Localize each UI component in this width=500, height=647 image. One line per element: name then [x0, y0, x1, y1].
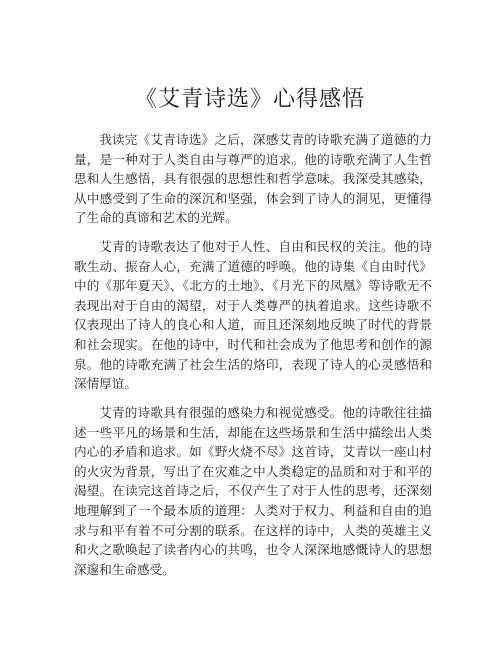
- document-title: 《艾青诗选》心得感悟: [134, 87, 365, 112]
- paragraph-1: 我读完《艾青诗选》之后，深感艾青的诗歌充满了道德的力量，是一种对于人类自由与尊严的追求。他的诗歌充满了人生哲思和人生感悟，具有很强的思想性和哲学意味。我深受其感染，从中感受到了生命的深沉和坚强，体会到了诗人的洞见，更懂得了生命的真谛和艺术的光辉。: [74, 132, 432, 226]
- paragraph-2: 艾青的诗歌表达了他对于人性、自由和民权的关注。他的诗歌生动、振奋人心，充满了道德的呼唤。他的诗集《自由时代》中的《那年夏天》、《北方的土地》、《月光下的凤凰》等诗歌无不表现出对于自由的渴望，对于人类尊严的执着追求。这些诗歌不仅表现出了诗人的良心和人道，而且还深刻地反映了时代的背景和社会现实。在他的诗中，时代和社会成为了他思考和创作的源泉。他的诗歌充满了社会生活的烙印，表现了诗人的心灵感悟和深情厚谊。: [74, 239, 432, 392]
- paragraph-3: 艾青的诗歌具有很强的感染力和视觉感受。他的诗歌往往描述一些平凡的场景和生活，却能在这些场景和生活中描绘出人类内心的矛盾和追求。如《野火烧不尽》这首诗，艾青以一座山村的火灾为背景，写出了在灾难之中人类稳定的品质和对于和平的渴望。在读完这首诗之后，不仅产生了对于人性的思考，还深刻地理解到了一个最本质的道理：人类对于权力、利益和自由的追求与和平有着不可分割的联系。在这样的诗中，人类的英雄主义和火之歌唤起了读者内心的共鸣，也令人深深地感慨诗人的思想深邃和生命感受。: [74, 405, 432, 577]
